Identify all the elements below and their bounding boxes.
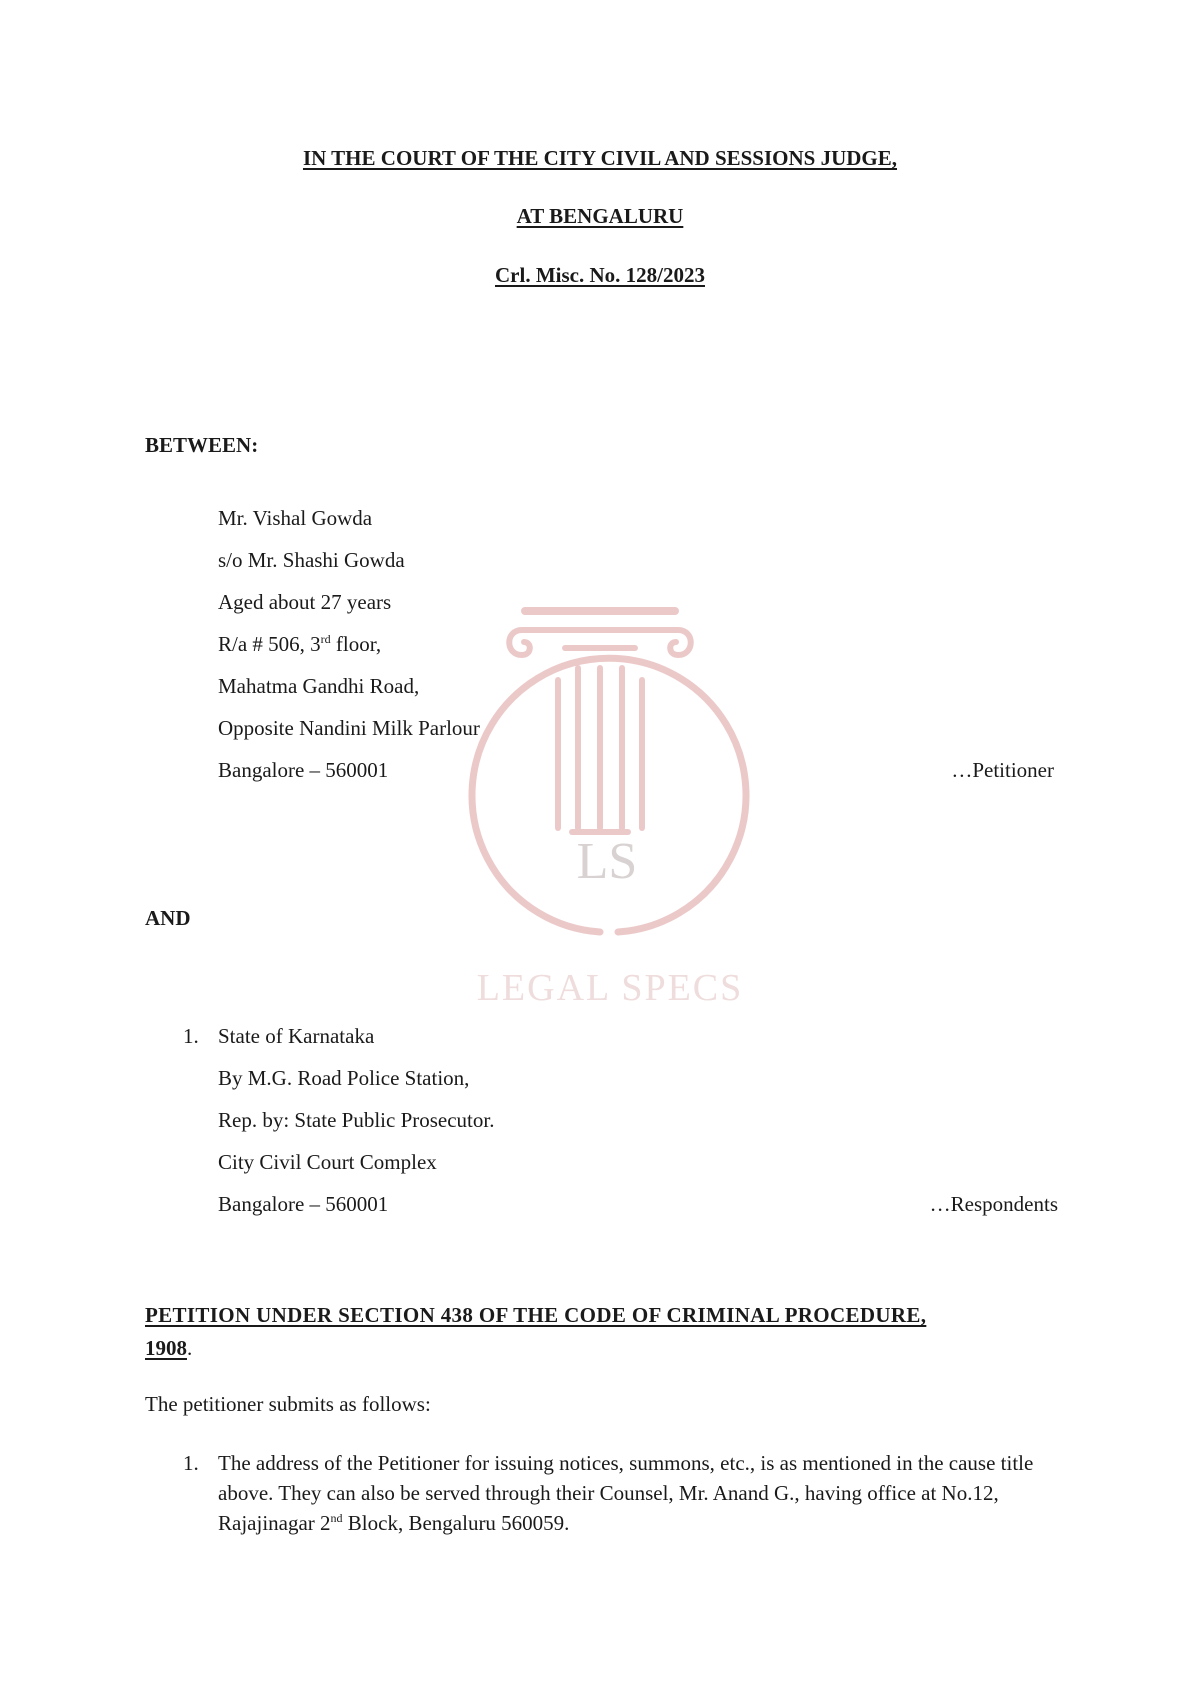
respondent-name: State of Karnataka — [218, 1024, 375, 1048]
respondent-address-city: Bangalore – 560001 — [218, 1192, 389, 1216]
petition-intro: The petitioner submits as follows: — [145, 1392, 431, 1416]
between-label: BETWEEN: — [145, 433, 259, 457]
and-label: AND — [145, 906, 191, 930]
respondent-role-tag: …Respondents — [929, 1192, 1058, 1216]
respondent-representative: Rep. by: State Public Prosecutor. — [218, 1108, 495, 1132]
case-number: Crl. Misc. No. 128/2023 — [495, 263, 705, 287]
petitioner-address-city: Bangalore – 560001 — [218, 758, 389, 782]
court-heading: IN THE COURT OF THE CITY CIVIL AND SESSIONS JUDGE, — [302, 146, 898, 170]
svg-text:LS: LS — [576, 833, 638, 890]
respondent-number: 1. — [183, 1024, 199, 1048]
petition-heading-year: 1908. — [145, 1336, 193, 1360]
point-text: The address of the Petitioner for issuing notices, summons, etc., is as mentioned in the cause title above. They can also be served through their Counsel, Mr. Anand G., having office at No.12, Rajajinagar 2nd Block, Bengaluru 560059. — [218, 1451, 1034, 1535]
svg-text:LEGAL SPECS: LEGAL SPECS — [476, 967, 744, 1009]
respondent-police-station: By M.G. Road Police Station, — [218, 1066, 470, 1090]
petitioner-address-line3: Opposite Nandini Milk Parlour — [218, 716, 480, 740]
petitioner-address-line1: R/a # 506, 3rd floor, — [218, 632, 382, 656]
petitioner-address-line2: Mahatma Gandhi Road, — [218, 674, 420, 698]
court-location: AT BENGALURU — [516, 204, 684, 228]
petition-heading: PETITION UNDER SECTION 438 OF THE CODE OF CRIMINAL PROCEDURE, — [145, 1303, 927, 1327]
respondent-address-line1: City Civil Court Complex — [218, 1150, 437, 1174]
petitioner-name: Mr. Vishal Gowda — [218, 506, 373, 530]
point-number: 1. — [183, 1451, 199, 1475]
petitioner-role-tag: …Petitioner — [951, 758, 1054, 782]
petitioner-parent: s/o Mr. Shashi Gowda — [218, 548, 405, 572]
legal-specs-watermark-logo — [460, 600, 760, 1020]
petitioner-age: Aged about 27 years — [218, 590, 392, 614]
